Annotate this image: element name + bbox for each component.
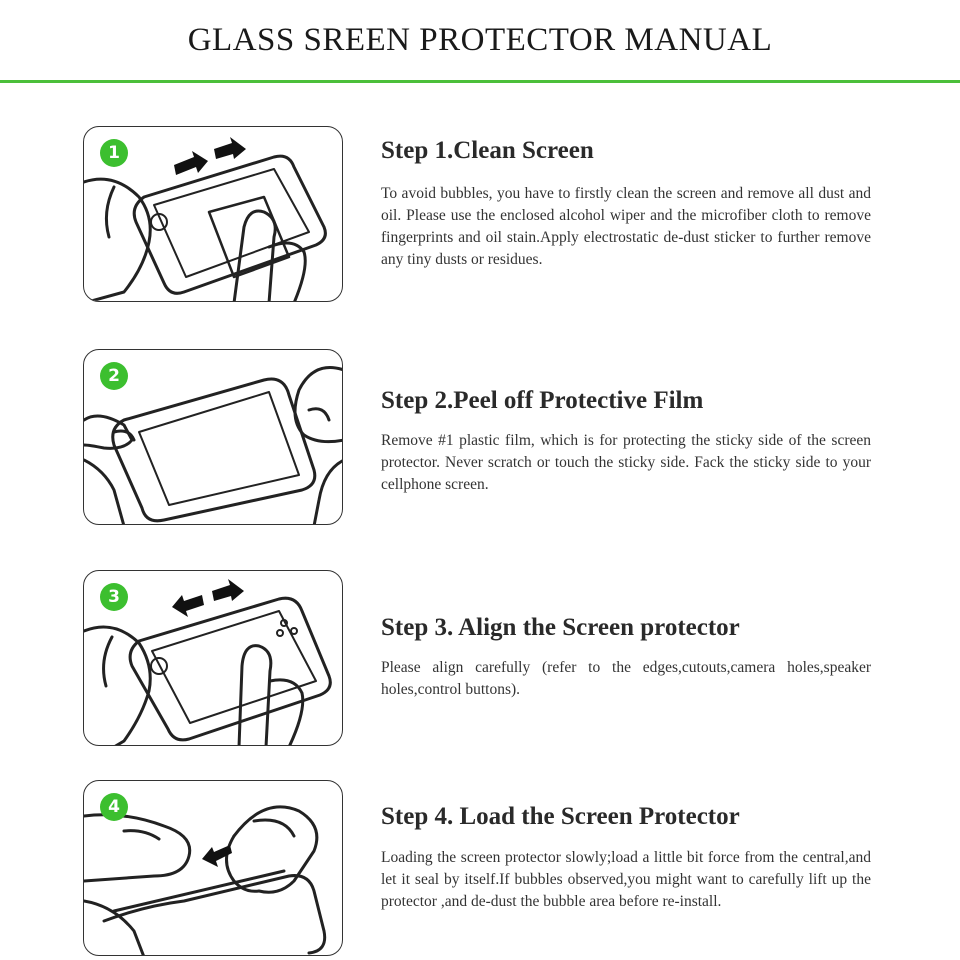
step-4-description: Loading the screen protector slowly;load a little bit force from the central,and let it seal by itself.If bubbles observed,you might want to carefully lift up the protector ,and de-dust the bubble area before re-install. bbox=[381, 849, 871, 910]
step-3-description: Please align carefully (refer to the edges,cutouts,camera holes,speaker holes,control buttons). bbox=[381, 659, 871, 698]
step-4-illustration bbox=[83, 780, 343, 956]
step-4-heading: Step 4. Load the Screen Protector bbox=[381, 803, 740, 830]
step-2-badge: 2 bbox=[100, 362, 128, 390]
step-3-heading: Step 3. Align the Screen protector bbox=[381, 614, 740, 641]
step-2-illustration bbox=[83, 349, 343, 525]
page-title: GLASS SREEN PROTECTOR MANUAL bbox=[187, 22, 773, 58]
step-3-badge: 3 bbox=[100, 583, 128, 611]
step-3-illustration bbox=[83, 570, 343, 746]
step-4-badge: 4 bbox=[100, 793, 128, 821]
step-1-badge: 1 bbox=[100, 139, 128, 167]
step-2-heading: Step 2.Peel off Protective Film bbox=[381, 387, 704, 414]
title-divider bbox=[0, 80, 960, 83]
step-2-description: Remove #1 plastic film, which is for protecting the sticky side of the screen protector. Never scratch or touch the sticky side. Fack the sticky side to your cellphone screen. bbox=[381, 432, 871, 493]
step-1-description: To avoid bubbles, you have to firstly clean the screen and remove all dust and oil. Please use the enclosed alcohol wiper and the microfiber cloth to remove fingerprints and oil stain.Apply electrostatic de-dust sticker to further remove any tiny dusts or residues. bbox=[381, 185, 871, 268]
step-1-illustration bbox=[83, 126, 343, 302]
step-1-heading: Step 1.Clean Screen bbox=[381, 137, 594, 164]
